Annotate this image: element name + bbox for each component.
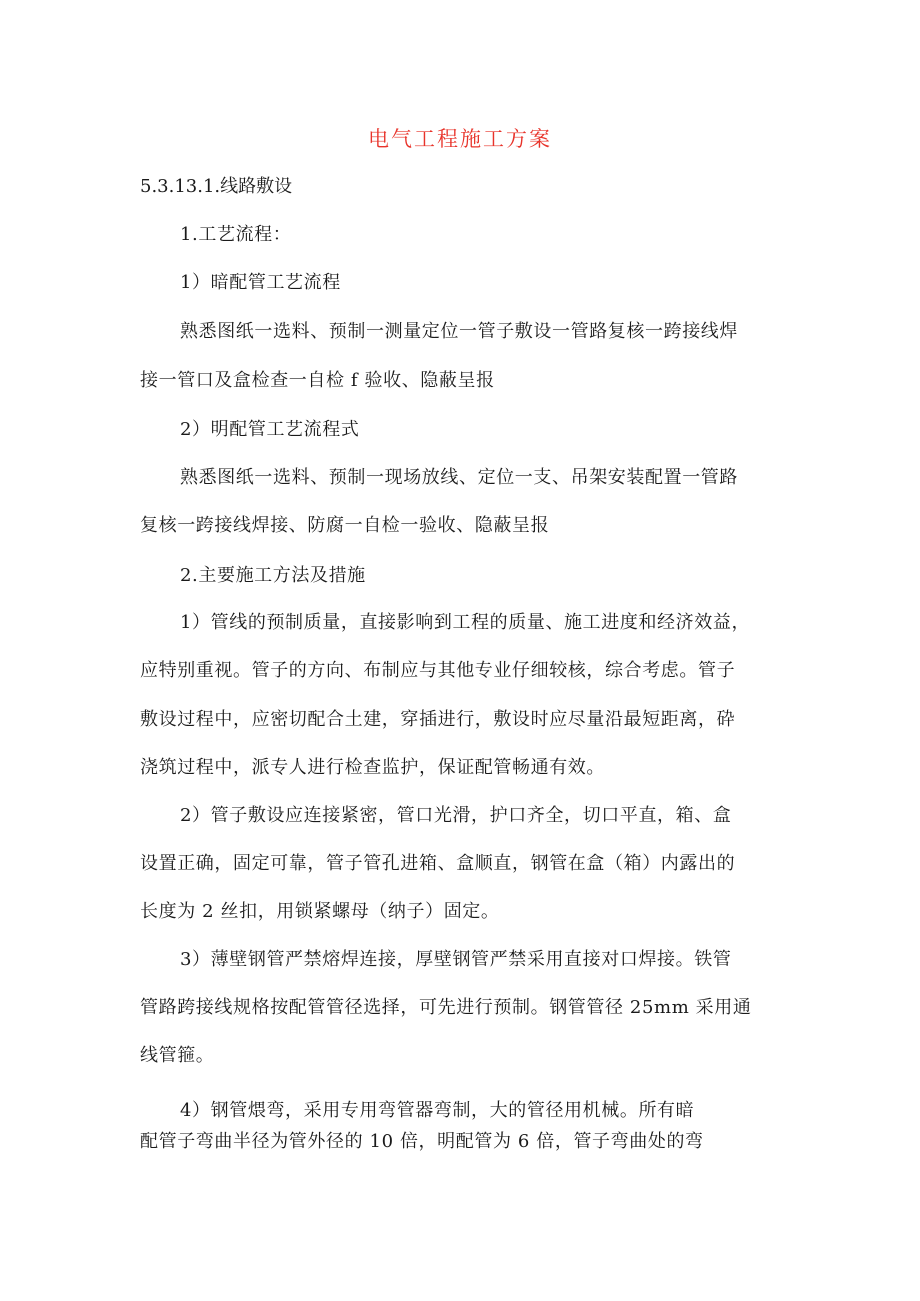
paragraph-line: 设置正确，固定可靠，管子管孔进箱、盒顺直，钢管在盒（箱）内露出的 <box>140 853 736 874</box>
paragraph-line: 2）明配管工艺流程式 <box>180 419 360 440</box>
paragraph-line: 2）管子敷设应连接紧密，管口光滑，护口齐全，切口平直，箱、盒 <box>180 805 732 826</box>
paragraph-line: 熟悉图纸一选料、预制一测量定位一管子敷设一管路复核一跨接线焊 <box>180 321 738 342</box>
paragraph-line: 熟悉图纸一选料、预制一现场放线、定位一支、吊架安装配置一管路 <box>180 467 738 488</box>
paragraph-line: 浇筑过程中，派专人进行检查监护，保证配管畅通有效。 <box>140 757 605 778</box>
paragraph-line: 3）薄壁钢管严禁熔焊连接，厚壁钢管严禁采用直接对口焊接。铁管 <box>180 949 732 970</box>
paragraph-line: 4）钢管煨弯，采用专用弯管器弯制，大的管径用机械。所有暗 <box>180 1100 695 1121</box>
paragraph-line: 线管箍。 <box>140 1045 215 1066</box>
document-title: 电气工程施工方案 <box>368 127 552 151</box>
paragraph-line: 1）管线的预制质量，直接影响到工程的质量、施工进度和经济效益， <box>180 612 751 633</box>
paragraph-line: 管路跨接线规格按配管管径选择，可先进行预制。钢管管径 25mm 采用通 <box>140 997 752 1018</box>
section-heading: 5.3.13.1.线路敷设 <box>140 176 293 197</box>
paragraph-line: 配管子弯曲半径为管外径的 10 倍，明配管为 6 倍，管子弯曲处的弯 <box>140 1131 704 1152</box>
paragraph-line: 1）暗配管工艺流程 <box>180 272 341 293</box>
paragraph-line: 1.工艺流程： <box>180 224 292 245</box>
paragraph-line: 长度为 2 丝扣，用锁紧螺母（纳子）固定。 <box>140 901 500 922</box>
paragraph-line: 敷设过程中，应密切配合土建，穿插进行，敷设时应尽量沿最短距离，砕 <box>140 709 736 730</box>
paragraph-line: 应特别重视。管子的方向、布制应与其他专业仔细较核，综合考虑。管子 <box>140 660 736 681</box>
paragraph-line: 复核一跨接线焊接、防腐一自检一验收、隐蔽呈报 <box>140 515 550 536</box>
paragraph-line: 2.主要施工方法及措施 <box>180 565 366 586</box>
paragraph-line: 接一管口及盒检查一自检 f 验收、隐蔽呈报 <box>140 370 495 391</box>
